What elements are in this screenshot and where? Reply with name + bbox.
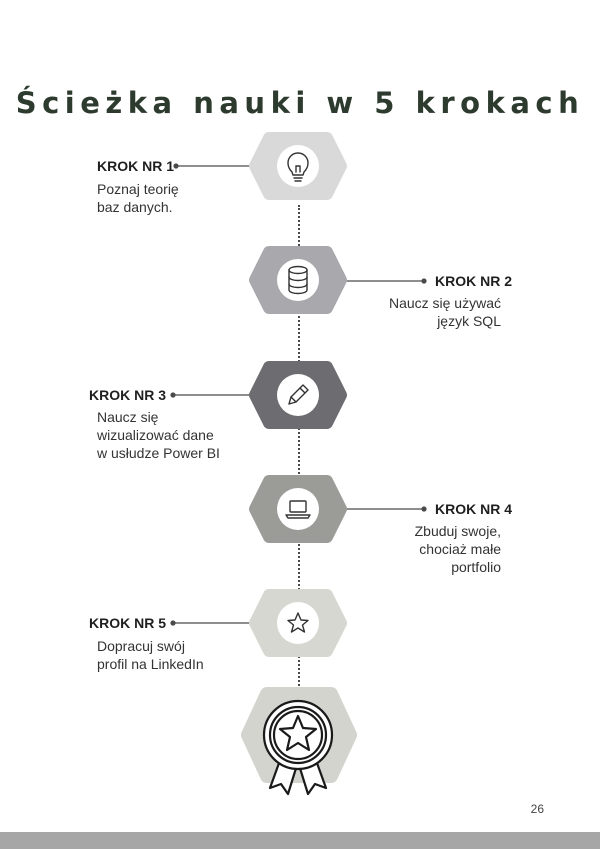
step-3-description: Naucz się wizualizować dane w usłudze Power BI <box>97 409 220 461</box>
step-2-heading: KROK NR 2 <box>434 273 512 289</box>
step-4-connector-dot <box>422 507 426 511</box>
step-4-hexagon <box>255 481 341 537</box>
step-3-hexagon <box>255 367 341 423</box>
step-1-heading: KROK NR 1 <box>97 158 175 174</box>
step-5-heading: KROK NR 5 <box>89 615 167 631</box>
step-2-connector-dot <box>422 279 426 283</box>
page-number: 26 <box>530 802 544 816</box>
step-5-description: Dopracuj swój profil na LinkedIn <box>97 638 204 672</box>
footer-bar <box>0 832 600 849</box>
step-4-description: Zbuduj swoje, chociaż małe portfolio <box>414 523 501 575</box>
step-5-hexagon <box>255 595 341 651</box>
step-3-heading: KROK NR 3 <box>89 387 167 403</box>
step-1-description: Poznaj teorię baz danych. <box>97 181 179 215</box>
step-3-connector-dot <box>171 393 175 397</box>
step-2-description: Naucz się używać język SQL <box>388 295 501 329</box>
step-4-heading: KROK NR 4 <box>434 501 512 517</box>
step-5-connector-dot <box>171 621 175 625</box>
step-1-connector-dot <box>174 164 178 168</box>
page-title: Ścieżka nauki w 5 krokach <box>15 86 585 120</box>
